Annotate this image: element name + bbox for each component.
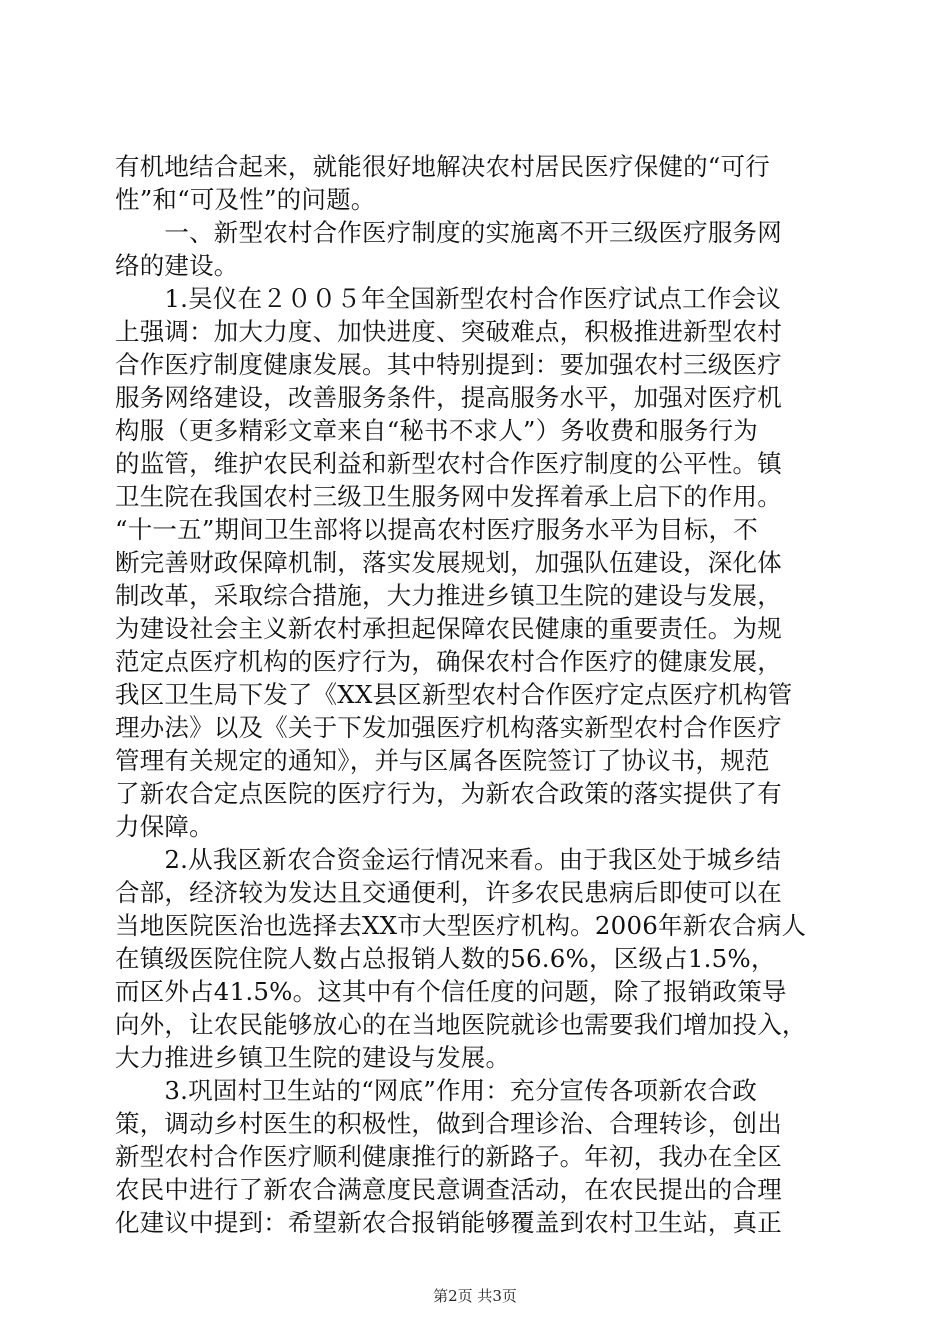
text-line: “十一五”期间卫生部将以提高农村医疗服务水平为目标，不	[115, 515, 758, 544]
text-line: 2.从我区新农合资金运行情况来看。由于我区处于城乡结	[115, 845, 781, 874]
text-line: 理办法》以及《关于下发加强医疗机构落实新型农村合作医疗	[115, 713, 782, 742]
text-line: 向外，让农民能够放心的在当地医院就诊也需要我们增加投入，	[115, 1010, 807, 1039]
text-line: 断完善财政保障机制，落实发展规划，加强队伍建设，深化体	[115, 548, 782, 577]
text-line: 化建议中提到：希望新农合报销能够覆盖到农村卫生站，真正	[115, 1208, 782, 1237]
text-line: 制改革，采取综合措施，大力推进乡镇卫生院的建设与发展，	[115, 581, 782, 610]
text-line: 大力推进乡镇卫生院的建设与发展。	[115, 1043, 511, 1072]
text-line: 管理有关规定的通知》，并与区属各医院签订了协议书，规范	[115, 746, 770, 775]
text-line: 在镇级医院住院人数占总报销人数的56.6%，区级占1.5%，	[115, 944, 776, 973]
text-line: 服务网络建设，改善服务条件，提高服务水平，加强对医疗机	[115, 383, 782, 412]
text-line: 为建设社会主义新农村承担起保障农民健康的重要责任。为规	[115, 614, 782, 643]
text-line: 卫生院在我国农村三级卫生服务网中发挥着承上启下的作用。	[115, 482, 782, 511]
text-line: 的监管，维护农民利益和新型农村合作医疗制度的公平性。镇	[115, 449, 782, 478]
body-text	[115, 150, 850, 1239]
text-line: 我区卫生局下发了《XX县区新型农村合作医疗定点医疗机构管	[115, 680, 793, 709]
text-line: 力保障。	[115, 812, 214, 841]
text-line: 了新农合定点医院的医疗行为，为新农合政策的落实提供了有	[115, 779, 782, 808]
text-line: 农民中进行了新农合满意度民意调查活动，在农民提出的合理	[115, 1175, 782, 1204]
text-line: 新型农村合作医疗顺利健康推行的新路子。年初，我办在全区	[115, 1142, 782, 1171]
text-line: 上强调：加大力度、加快进度、突破难点，积极推进新型农村	[115, 317, 782, 346]
text-line: 策，调动乡村医生的积极性，做到合理诊治、合理转诊，创出	[115, 1109, 782, 1138]
text-line: 3.巩固村卫生站的“网底”作用：充分宣传各项新农合政	[115, 1076, 758, 1105]
text-line: 而区外占41.5%。这其中有个信任度的问题，除了报销政策导	[115, 977, 787, 1006]
text-line: 有机地结合起来，就能很好地解决农村居民医疗保健的“可行	[115, 152, 770, 181]
text-line: 合作医疗制度健康发展。其中特别提到：要加强农村三级医疗	[115, 350, 782, 379]
text-line: 构服（更多精彩文章来自“秘书不求人”）务收费和服务行为	[115, 416, 758, 445]
page-footer: 第2页 共3页	[433, 1287, 517, 1305]
text-line: 1.吴仪在２００５年全国新型农村合作医疗试点工作会议	[115, 284, 781, 313]
text-line: 一、新型农村合作医疗制度的实施离不开三级医疗服务网	[115, 218, 782, 247]
text-line: 范定点医疗机构的医疗行为，确保农村合作医疗的健康发展，	[115, 647, 782, 676]
text-line: 络的建设。	[115, 251, 239, 280]
text-line: 合部，经济较为发达且交通便利，许多农民患病后即使可以在	[115, 878, 782, 907]
text-line: 性”和“可及性”的问题。	[115, 185, 376, 214]
text-line: 当地医院医治也选择去XX市大型医疗机构。2006年新农合病人	[115, 911, 807, 940]
